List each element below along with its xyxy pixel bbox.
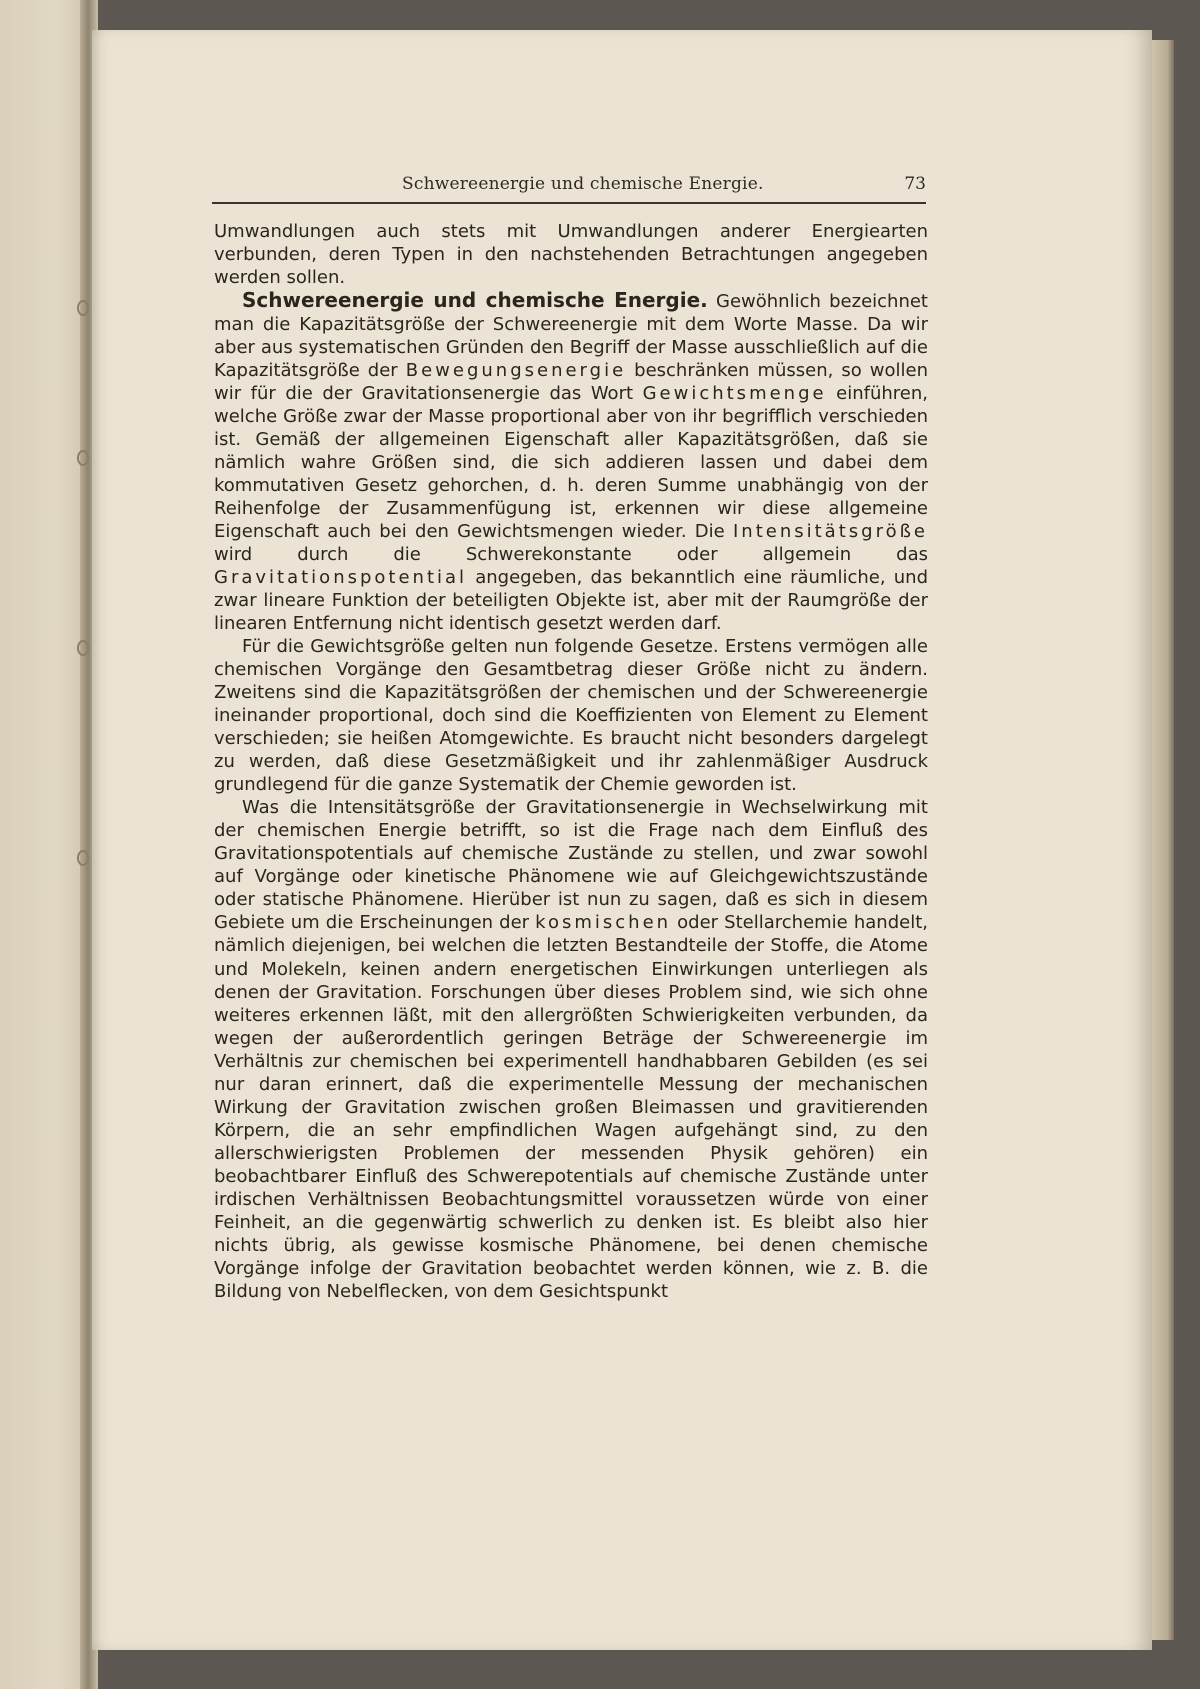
binding-stitch [77,300,89,316]
paragraph-text: Umwandlungen auch stets mit Umwandlungen anderer Energiearten verbunden, deren Typen in den nachstehenden Betrachtungen angegeben werden sollen. [214,221,928,289]
paragraph-text: wird durch die Schwerekonstante oder allgemein das [214,544,928,566]
paragraph [214,796,928,1302]
facing-page-edge [0,0,92,1689]
page-number: 73 [904,174,926,194]
emphasized-term: Bewegungsenergie [405,360,627,382]
paragraph-text: Gewöhnlich bezeichnet man die Kapazitätsgröße der Schwereenergie mit dem Worte Masse. Da wir aber aus systematischen Gründen den Begriff der Masse ausschließlich auf die Kapazitätsgröße der [214,291,928,382]
emphasized-term: kosmischen [535,912,672,934]
binding-stitch [77,640,89,656]
binding-stitch [77,850,89,866]
paragraph [214,635,928,796]
body-text [214,220,928,1303]
paragraph-text: Für die Gewichtsgröße gelten nun folgende Gesetze. Erstens vermögen alle chemischen Vorgänge den Gesamtbetrag dieser Größe nicht zu ändern. Zweitens sind die Kapazitätsgrößen der chemischen und der Schwereenergie ineinander proportional, doch sind die Koeffizienten von Element zu Element verschieden; sie heißen Atomgewichte. Es braucht nicht besonders dargelegt zu werden, daß diese Gesetzmäßigkeit und ihr zahlenmäßiger Ausdruck grundlegend für die ganze Systematik der Chemie geworden ist. [214,636,928,796]
paragraph-text: einführen, welche Größe zwar der Masse proportional aber von ihr begrifflich verschieden ist. Gemäß der allgemeinen Eigenschaft aller Kapazitätsgrößen, daß sie nämlich wahre Größen sind, die sich addieren lassen und dabei dem kommutativen Gesetz gehorchen, d. h. deren Summe unabhängig von der Reihenfolge der Zusammenfügung ist, erkennen wir diese allgemeine Eigenschaft auch bei den Gewichtsmengen wieder. Die [214,383,928,543]
paragraph [214,220,928,289]
emphasized-term: Gravitationspotential [214,567,468,589]
paragraph [214,289,928,635]
paragraph-text: angegeben, das bekanntlich eine räumliche, und zwar lineare Funktion der beteiligten Objekte ist, aber mit der Raumgröße der linearen Entfernung nicht identisch gesetzt werden darf. [214,567,928,635]
page-stack-edge [1152,40,1174,1640]
paragraph-text: Was die Intensitätsgröße der Gravitationsenergie in Wechselwirkung mit der chemischen Energie betrifft, so ist die Frage nach dem Einfluß des Gravitationspotentials auf chemische Zustände zu stellen, und zwar sowohl auf Vorgänge oder kinetische Phänomene wie auf Gleichgewichtszustände oder statische Phänomene. Hierüber ist nun zu sagen, daß es sich in diesem Gebiete um die Erscheinungen der [214,797,928,934]
running-title: Schwereenergie und chemische Energie. [402,174,764,194]
section-heading: Schwereenergie und chemische Energie. [242,288,708,313]
binding-stitch [77,450,89,466]
emphasized-term: Gewichtsmenge [642,383,827,405]
running-header [212,174,926,204]
emphasized-term: Intensitätsgröße [732,521,928,543]
paragraph-text: oder Stellarchemie handelt, nämlich diejenigen, bei welchen die letzten Bestandteile der Stoffe, die Atome und Molekeln, keinen andern energetischen Einwirkungen unterliegen als denen der Gravitation. Forschungen über dieses Problem sind, wie sich ohne weiteres erkennen läßt, mit den allergrößten Schwierigkeiten verbunden, da wegen der außerordentlich geringen Beträge der Schwereenergie im Verhältnis zur chemischen bei experimentell handhabbaren Gebilden (es sei nur daran erinnert, daß die experimentelle Messung der mechanischen Wirkung der Gravitation zwischen großen Bleimassen und gravitierenden Körpern, die an sehr empfindlichen Wagen aufgehängt sind, zu den allerschwierigsten Problemen der messenden Physik gehören) ein beobachtbarer Einfluß des Schwerepotentials auf chemische Zustände unter irdischen Verhältnissen Beobachtungsmittel voraussetzen würde von einer Feinheit, an die gegenwärtig schwerlich zu denken ist. Es bleibt also hier nichts übrig, als gewisse kosmische Phänomene, bei denen chemische Vorgänge infolge der Gravitation beobachtet werden können, wie z. B. die Bildung von Nebelflecken, von dem Gesichtspunkt [214,912,928,1302]
paragraph-text: beschränken müssen, so wollen wir für die der Gravitationsenergie das Wort [214,360,928,405]
